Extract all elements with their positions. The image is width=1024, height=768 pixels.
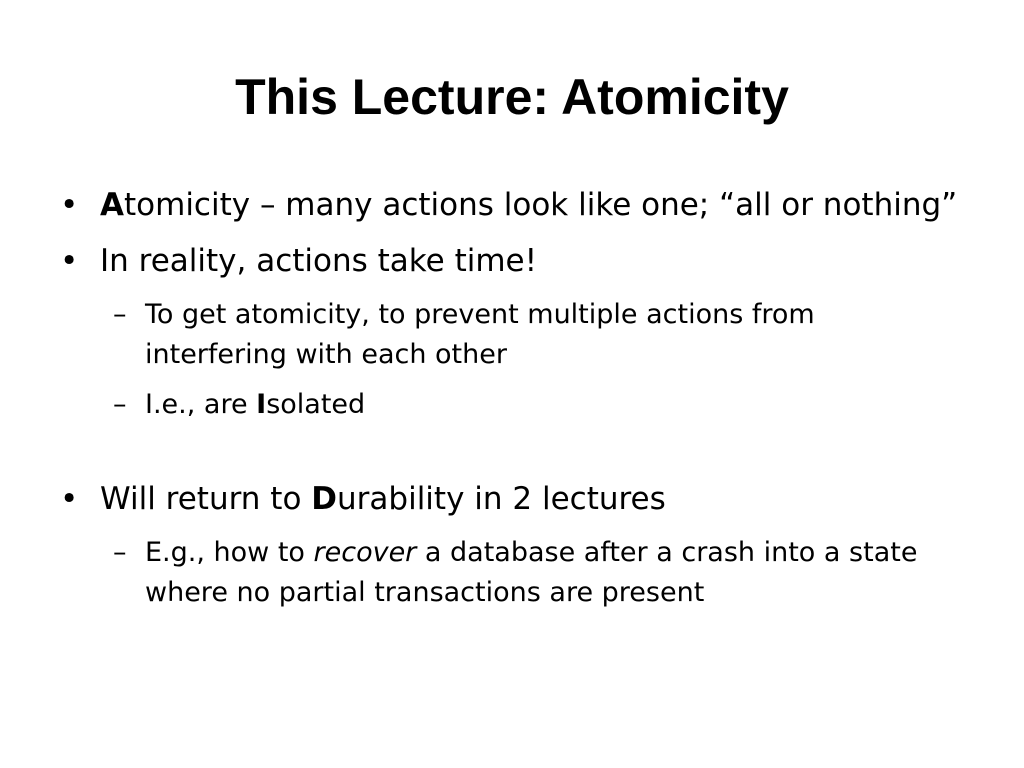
bullet-icon: • bbox=[60, 243, 79, 279]
bullet-icon: • bbox=[60, 481, 79, 517]
slide-title: This Lecture: Atomicity bbox=[235, 69, 789, 125]
subbullet-text: To get atomicity, to prevent multiple actions from interfering with each other bbox=[145, 299, 815, 370]
bullet-text-after: urability in 2 lectures bbox=[337, 481, 666, 517]
bold-letter-d: D bbox=[311, 481, 338, 517]
subbullet-text-before: I.e., are bbox=[145, 389, 257, 420]
bullet-durability bbox=[60, 477, 960, 521]
bullet-reality bbox=[60, 239, 960, 283]
bullet-atomicity bbox=[60, 183, 960, 227]
dash-icon: – bbox=[113, 537, 127, 568]
subbullet-text-after: solated bbox=[266, 389, 366, 420]
bullet-text-before: Will return to bbox=[100, 481, 312, 517]
bullet-icon: • bbox=[60, 187, 79, 223]
bullet-text: In reality, actions take time! bbox=[100, 243, 538, 279]
subbullet-text-after: a database after a crash into a state where no partial transactions are present bbox=[145, 537, 918, 608]
spacer bbox=[60, 435, 960, 477]
bold-letter-i: I bbox=[256, 389, 267, 420]
dash-icon: – bbox=[113, 389, 127, 420]
bullet-text: tomicity – many actions look like one; “all or nothing” bbox=[124, 187, 958, 223]
dash-icon: – bbox=[113, 299, 127, 330]
subbullet-recover bbox=[60, 533, 960, 613]
subbullet-isolated bbox=[60, 385, 960, 425]
slide-body bbox=[60, 183, 960, 623]
subbullet-text-before: E.g., how to bbox=[145, 537, 314, 568]
subbullet-prevent-interference bbox=[60, 295, 960, 375]
italic-recover: recover bbox=[313, 537, 417, 568]
bold-letter-a: A bbox=[100, 187, 124, 223]
